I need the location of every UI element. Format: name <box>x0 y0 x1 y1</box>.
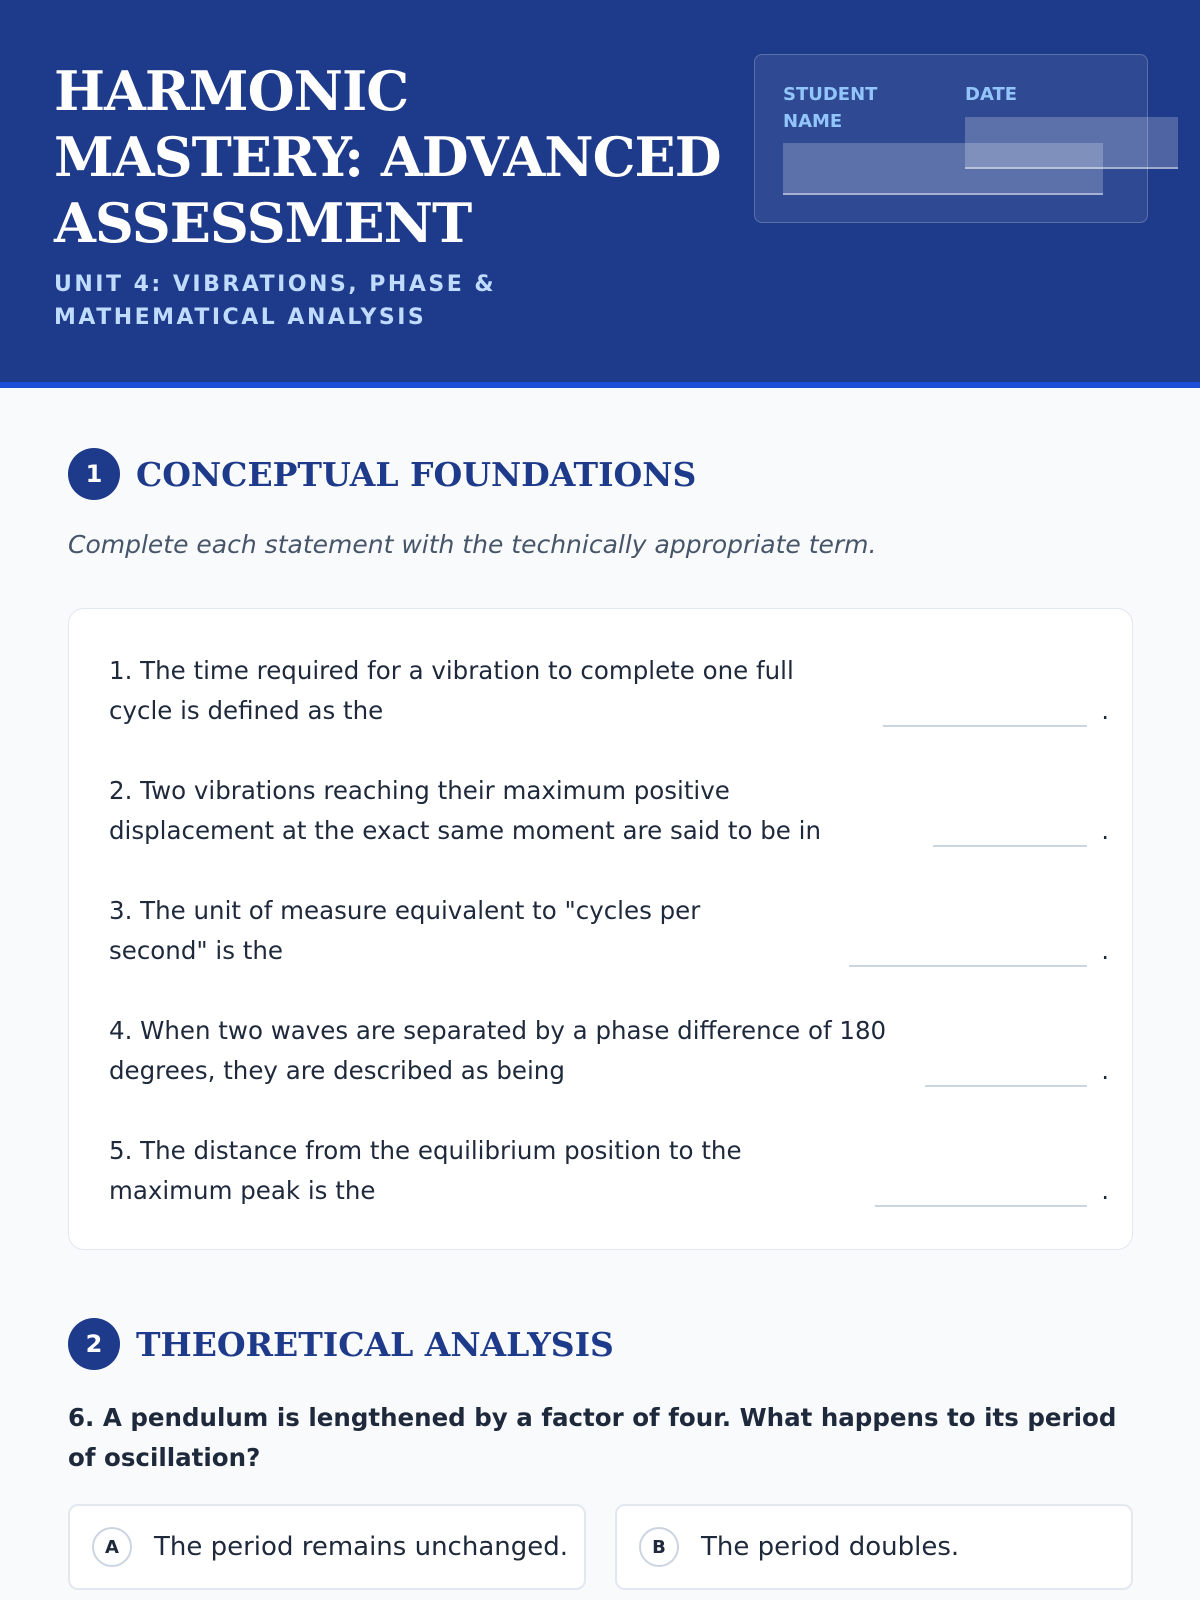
section-1-heading <box>68 448 696 500</box>
question-text: 5. The distance from the equilibrium position to the maximum peak is the <box>109 1136 742 1205</box>
question-text: 4. When two waves are separated by a phase difference of 180 degrees, they are described as being <box>109 1016 887 1085</box>
answer-blank[interactable] <box>875 1205 1087 1207</box>
section-2-number-badge: 2 <box>68 1318 120 1370</box>
page-title: HARMONIC MASTERY: ADVANCED ASSESSMENT <box>54 59 721 255</box>
question-text: 2. Two vibrations reaching their maximum positive displacement at the exact same moment are said to be in <box>109 776 822 845</box>
answer-blank[interactable] <box>925 1085 1087 1087</box>
question-item <box>109 771 1109 857</box>
question-period: . <box>1101 697 1109 725</box>
question-item <box>109 1011 1109 1097</box>
question-text: 1. The time required for a vibration to complete one full cycle is defined as the <box>109 656 794 725</box>
page-subtitle: UNIT 4: VIBRATIONS, PHASE & MATHEMATICAL ANALYSIS <box>54 272 497 330</box>
student-info-box <box>754 54 1148 223</box>
fill-in-blank-card <box>68 608 1133 1250</box>
option-text: The period remains unchanged. <box>154 1532 569 1562</box>
question-period: . <box>1101 937 1109 965</box>
option-letter-badge: B <box>639 1527 679 1567</box>
page-header <box>0 0 1200 388</box>
answer-blank[interactable] <box>883 725 1087 727</box>
answer-blank[interactable] <box>933 845 1087 847</box>
section-1-instructions: Complete each statement with the technically appropriate term. <box>68 530 877 559</box>
section-1-title: CONCEPTUAL FOUNDATIONS <box>136 454 697 494</box>
section-2-heading <box>68 1318 614 1370</box>
question-period: . <box>1101 1057 1109 1085</box>
section-1-number-badge: 1 <box>68 448 120 500</box>
date-field[interactable] <box>965 117 1178 169</box>
question-period: . <box>1101 817 1109 845</box>
question-6-text: 6. A pendulum is lengthened by a factor of four. What happens to its period of oscillation? <box>68 1403 1117 1472</box>
answer-blank[interactable] <box>849 965 1087 967</box>
option-letter-badge: A <box>92 1527 132 1567</box>
section-2-title: THEORETICAL ANALYSIS <box>136 1324 614 1364</box>
option-text: The period doubles. <box>701 1532 960 1562</box>
question-period: . <box>1101 1177 1109 1205</box>
question-item <box>109 1131 1109 1217</box>
question-item <box>109 891 1109 977</box>
answer-option-b[interactable] <box>615 1504 1133 1590</box>
question-item <box>109 651 1109 737</box>
student-name-label: STUDENT NAME <box>783 84 878 132</box>
question-text: 3. The unit of measure equivalent to "cycles per second" is the <box>109 896 701 965</box>
date-label: DATE <box>965 84 1018 105</box>
answer-option-a[interactable] <box>68 1504 586 1590</box>
